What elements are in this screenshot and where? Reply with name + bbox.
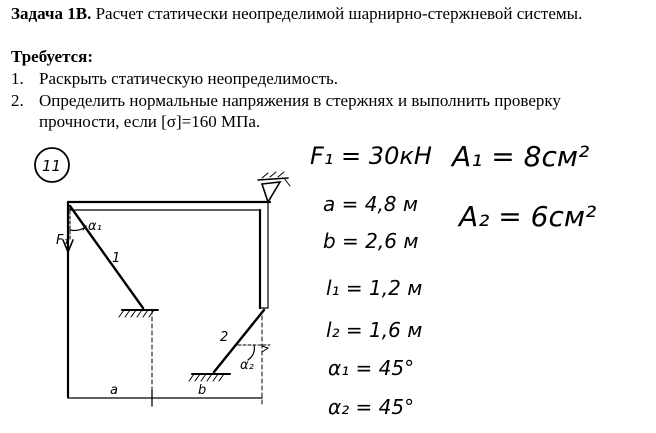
given-a: a = 4,8 м xyxy=(323,192,418,216)
requirement-number: 1. xyxy=(11,69,24,88)
given-alpha2: α₂ = 45° xyxy=(328,395,415,419)
requirement-text-continuation: прочности, если [σ]=160 МПа. xyxy=(39,112,261,131)
given-alpha1: α₁ = 45° xyxy=(328,356,415,380)
truss-diagram xyxy=(0,140,310,433)
given-l2: l₂ = 1,6 м xyxy=(326,318,423,342)
given-A1: A₁ = 8см² xyxy=(452,140,590,173)
force-label: F₁ xyxy=(56,233,69,248)
pin-support-icon xyxy=(262,182,280,202)
task-title-text: Расчет статически неопределимой шарнирно-стержневой системы. xyxy=(91,4,583,23)
given-l1: l₁ = 1,2 м xyxy=(326,276,423,300)
dimension-b-label: b xyxy=(198,383,207,398)
variant-number: 11 xyxy=(42,157,62,175)
task-number: Задача 1В. xyxy=(11,4,92,23)
given-b: b = 2,6 м xyxy=(323,229,419,253)
rod-1-label: 1 xyxy=(112,251,121,266)
given-A2: A₂ = 6см² xyxy=(459,200,597,233)
task-title xyxy=(11,4,582,24)
requirement-text: Раскрыть статическую неопределимость. xyxy=(39,69,339,88)
rod-2-label: 2 xyxy=(220,330,229,345)
rod-1 xyxy=(70,206,143,308)
requirement-item-2 xyxy=(11,91,561,111)
given-F1: F₁ = 30кН xyxy=(310,142,432,170)
dimension-a-label: a xyxy=(110,383,118,398)
requirement-number: 2. xyxy=(11,91,24,110)
requirements-heading: Требуется: xyxy=(11,47,94,66)
alpha2-label: α₂ xyxy=(240,358,254,373)
requirement-text: Определить нормальные напряжения в стержнях и выполнить проверку xyxy=(39,91,561,110)
requirement-item-1 xyxy=(11,69,338,89)
alpha1-label: α₁ xyxy=(88,219,102,234)
